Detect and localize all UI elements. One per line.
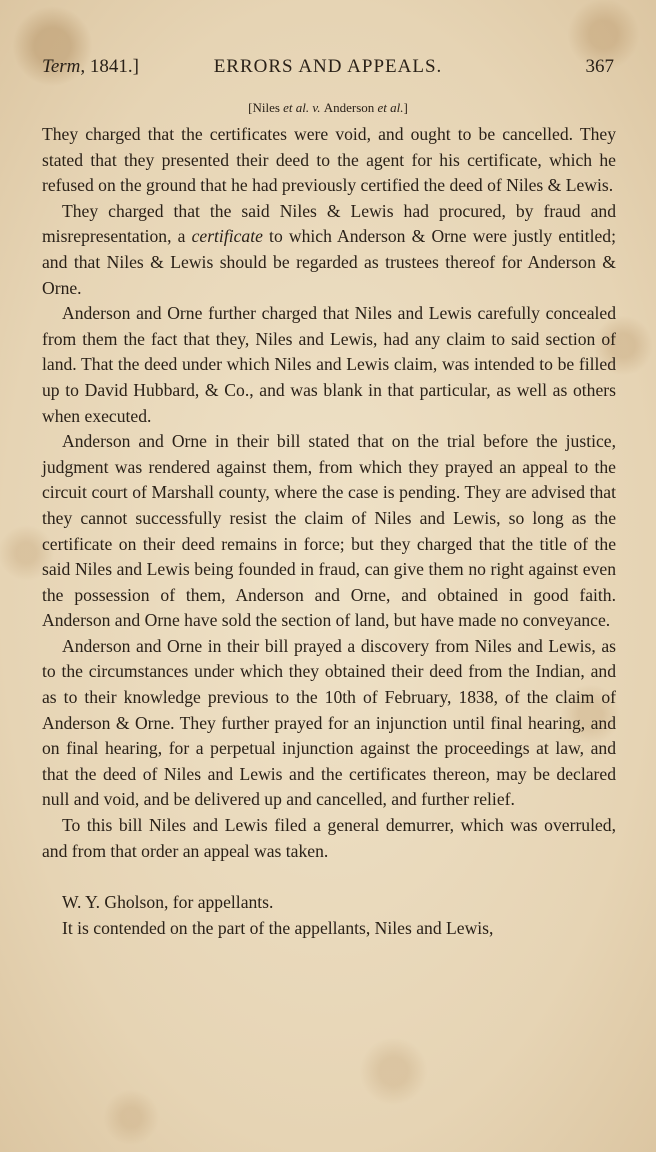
body-text (42, 122, 616, 941)
paragraph-1: They charged that the certificates were void, and ought to be cancelled. They stated that they presented their deed to the agent for his certificate, which he refused on the ground that he had previously certified the deed of Niles & Lewis. (42, 124, 616, 196)
paragraph-2-before: They charged that the said Niles & Lewis had procured, by fraud and misrepresentation, a (42, 200, 616, 247)
caption-et-al-1: et al. (283, 100, 310, 115)
term-word: Term, (42, 56, 86, 77)
paragraph-2-emphasis: certificate (191, 226, 263, 247)
running-title: ERRORS AND APPEALS. (213, 56, 443, 77)
caption-close: ] (403, 100, 408, 115)
paragraph-8: It is contended on the part of the appellants, Niles and Lewis, (62, 917, 494, 938)
paragraph-6: To this bill Niles and Lewis filed a general demurrer, which was overruled, and from that order an appeal was taken. (42, 815, 616, 861)
caption-name: Anderson (323, 100, 378, 115)
paragraph-2 (42, 199, 616, 301)
paragraph-5: Anderson and Orne in their bill prayed a discovery from Niles and Lewis, as to the circumstances under which they obtained their deed from the Indian, and as to their knowledge previous to the 10th of February, 1838, of the claim of Anderson & Orne. They further prayed for an injunction until final hearing, and on final hearing, for a perpetual injunction against the proceedings at law, and that the deed of Niles and Lewis and the certificates thereon, may be declared null and void, and be delivered up and cancelled, and further relief. (42, 635, 616, 810)
running-header (42, 56, 614, 86)
counsel-line: W. Y. Gholson, for appellants. (62, 892, 274, 913)
paragraph-3: Anderson and Orne further charged that Niles and Lewis carefully concealed from them the fact that they, Niles and Lewis, had any claim to said section of land. That the deed under which Niles and Lewis claim, was intended to be filled up to David Hubbard, & Co., and was blank in that particular, as well as others when executed. (42, 303, 616, 426)
term-year: 1841.] (89, 56, 139, 77)
paragraph-2-after: to which Anderson & Orne were justly entitled; and that Niles & Lewis should be regarded as trustees thereof for Anderson & Orne. (42, 226, 616, 298)
page-number: 367 (585, 56, 614, 77)
paragraph-4: Anderson and Orne in their bill stated that on the trial before the justice, judgment was rendered against them, from which they prayed an appeal to the circuit court of Marshall county, where the case is pending. They are advised that they cannot successfully resist the claim of Niles and Lewis, so long as the certificate on their deed remains in force; but they charged that the title of the said Niles and Lewis being founded in fraud, can give them no right against even the possession of them, Anderson and Orne, and obtained in good faith. Anderson and Orne have sold the section of land, but have made no conveyance. (42, 431, 616, 631)
case-caption (0, 100, 656, 116)
caption-open: [Niles (248, 100, 284, 115)
caption-versus: v. (309, 100, 324, 115)
caption-et-al-2: et al. (377, 100, 404, 115)
